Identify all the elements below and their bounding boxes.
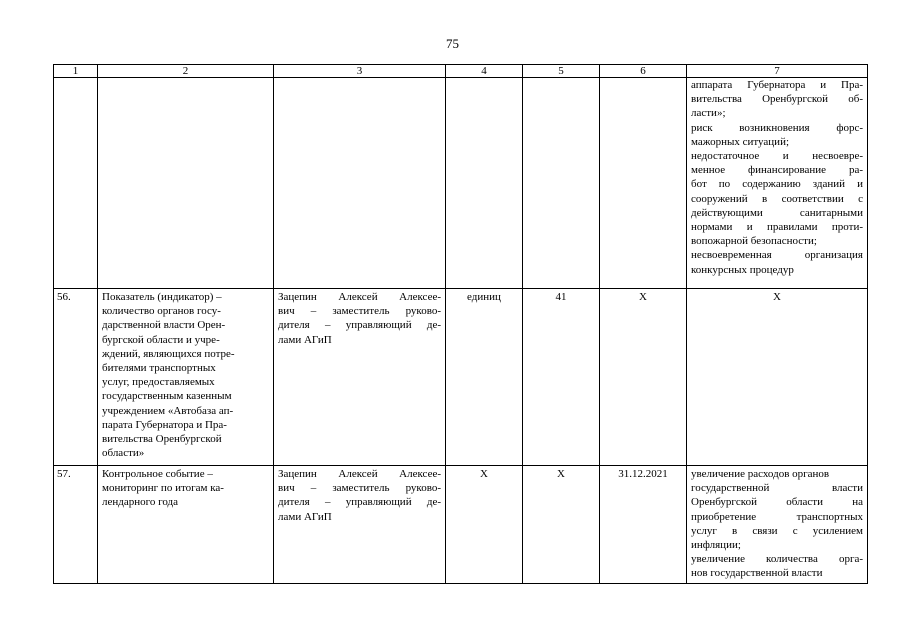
risks-line: недостаточное и несвоевре- [691, 150, 863, 163]
empty-cell [446, 78, 523, 289]
empty-cell [274, 78, 446, 289]
column-header: 3 [274, 65, 446, 78]
indicator-line: парата Губернатора и Пра- [102, 418, 227, 431]
indicator-line: бителями транспортных [102, 362, 216, 375]
table-row [54, 289, 868, 466]
risks-line: приобретение транспортных [691, 510, 863, 523]
indicator-line: лендарного года [102, 496, 179, 509]
risks-line: инфляции; [691, 539, 741, 552]
document-table [53, 64, 868, 584]
risks-line: нов государственной власти [691, 567, 823, 580]
risks-line: Оренбургской области на [691, 496, 863, 509]
table-row [54, 466, 868, 584]
table-header-row [54, 65, 868, 78]
date-cell: Х [600, 289, 687, 466]
risks-line: услуг в связи с усилением [691, 524, 863, 537]
page-number: 75 [446, 36, 459, 51]
unit-cell: единиц [446, 289, 523, 466]
indicator-line: услуг, предоставляемых [102, 376, 215, 389]
risks-line: аппарата Губернатора и Пра- [691, 79, 863, 91]
responsible-line: Зацепин Алексей Алексее- [278, 291, 441, 303]
risks-line: нормами и правилами проти- [691, 221, 863, 234]
risks-line: конкурсных процедур [691, 263, 794, 276]
responsible-cell [274, 466, 446, 584]
unit-cell: Х [446, 466, 523, 584]
responsible-line: дителя – управляющий де- [278, 319, 441, 332]
risks-line: государственной власти [691, 482, 863, 495]
responsible-line: дителя – управляющий де- [278, 496, 441, 509]
indicator-line: учреждением «Автобаза ап- [102, 404, 234, 417]
risks-line: вительства Оренбургской об- [691, 93, 863, 106]
date-cell: 31.12.2021 [600, 466, 687, 584]
risks-line: менное финансирование ра- [691, 164, 863, 177]
column-header: 7 [687, 65, 868, 78]
indicator-line: Показатель (индикатор) – [102, 291, 222, 303]
indicator-cell [98, 466, 274, 584]
indicator-line: государственным казенным [102, 390, 232, 403]
risks-line: увеличение количества орга- [691, 553, 863, 566]
responsible-line: Зацепин Алексей Алексее- [278, 468, 441, 480]
empty-cell [600, 78, 687, 289]
table-row [54, 78, 868, 289]
responsible-line: вич – заместитель руково- [278, 482, 441, 495]
risks-line: действующими санитарными [691, 206, 863, 219]
column-header: 5 [523, 65, 600, 78]
risks-cell [687, 466, 868, 584]
responsible-line: лами АГиП [278, 510, 332, 523]
indicator-line: Контрольное событие – [102, 468, 213, 480]
indicator-line: бургской области и учре- [102, 333, 220, 346]
responsible-line: вич – заместитель руково- [278, 305, 441, 318]
empty-cell [523, 78, 600, 289]
risks-line: сооружений в соответствии с [691, 192, 863, 205]
risks-line: несвоевременная организация [691, 249, 863, 262]
indicator-line: ждений, являющихся потре- [102, 347, 235, 360]
column-header: 4 [446, 65, 523, 78]
column-header: 1 [54, 65, 98, 78]
row-number: 56. [54, 289, 98, 466]
value-cell: 41 [523, 289, 600, 466]
indicator-line: количество органов госу- [102, 305, 221, 318]
indicator-line: области» [102, 447, 145, 460]
responsible-cell [274, 289, 446, 466]
indicator-line: дарственной власти Орен- [102, 319, 226, 332]
responsible-line: лами АГиП [278, 333, 332, 346]
column-header: 2 [98, 65, 274, 78]
risks-line: риск возникновения форс- [691, 121, 863, 134]
value-cell: Х [523, 466, 600, 584]
indicator-line: вительства Оренбургской [102, 433, 222, 446]
empty-cell [54, 78, 98, 289]
risks-line: ласти»; [691, 107, 726, 120]
indicator-line: мониторинг по итогам ка- [102, 482, 224, 495]
risks-line: бот по содержанию зданий и [691, 178, 863, 191]
indicator-cell [98, 289, 274, 466]
column-header: 6 [600, 65, 687, 78]
risks-line: увеличение расходов органов [691, 468, 830, 480]
risks-line: мажорных ситуаций; [691, 135, 790, 148]
empty-cell [98, 78, 274, 289]
risks-cell: Х [687, 289, 868, 466]
risks-cell [687, 78, 868, 289]
risks-line: вопожарной безопасности; [691, 235, 817, 248]
row-number: 57. [54, 466, 98, 584]
